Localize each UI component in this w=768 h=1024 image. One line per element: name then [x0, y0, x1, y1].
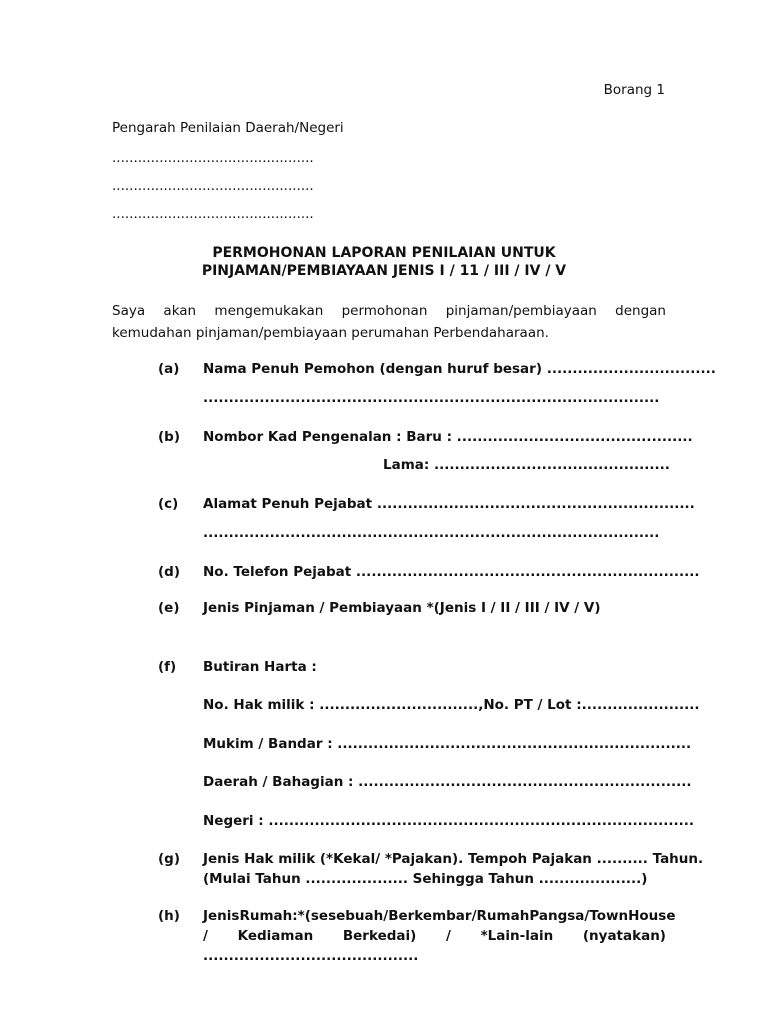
house-type-word: Rumah [476, 908, 530, 924]
house-type-word: Jenis [203, 908, 240, 924]
item-e-label: (e) [158, 600, 180, 616]
recipient-line-1[interactable]: ............................................... [112, 150, 314, 166]
item-b-label: (b) [158, 429, 181, 445]
district-field[interactable]: Daerah / Bahagian : ................................................................. [203, 774, 692, 790]
item-g-label: (g) [158, 851, 181, 867]
house-type-word: Rumah [239, 908, 293, 924]
recipient-line-3[interactable]: ............................................... [112, 206, 314, 222]
item-d-label: (d) [158, 564, 181, 580]
house-type-word: House [628, 908, 676, 924]
recipient-title: Pengarah Penilaian Daerah/Negeri [112, 120, 344, 136]
form-code: Borang 1 [603, 82, 665, 98]
house-type-word: Kediaman [237, 928, 314, 944]
ic-new-field[interactable]: Nombor Kad Pengenalan : Baru : .............................................. [203, 429, 693, 445]
applicant-name-field[interactable]: Nama Penuh Pemohon (dengan huruf besar) ................................. [203, 361, 716, 377]
loan-type-field[interactable]: Jenis Pinjaman / Pembiayaan *(Jenis I / II / III / IV / V) [203, 600, 601, 616]
office-address-field-line-2[interactable]: ......................................................................................... [203, 525, 660, 541]
house-type-word: / [445, 928, 451, 944]
house-type-other-field[interactable]: .......................................... [203, 948, 419, 964]
house-type-word: / [383, 908, 389, 924]
item-a-label: (a) [158, 361, 180, 377]
mukim-field[interactable]: Mukim / Bandar : ..................................................................... [203, 736, 692, 752]
house-type-line-1[interactable] [203, 908, 676, 924]
state-field[interactable]: Negeri : ................................................................................... [203, 813, 695, 829]
house-type-word: *Lain-lain [480, 928, 554, 944]
house-type-word: *(sesebuah [297, 908, 384, 924]
house-type-word: Pangsa [529, 908, 585, 924]
house-type-word: Town [589, 908, 629, 924]
heading-line-1: PERMOHONAN LAPORAN PENILAIAN UNTUK [212, 245, 556, 261]
intro-paragraph: Saya akan mengemukakan permohonan pinjaman/pembiayaan dengan kemudahan pinjaman/pembiayaan perumahan Perbendaharaan. [112, 303, 666, 341]
house-type-word: / [584, 908, 590, 924]
tenure-field[interactable]: Jenis Hak milik (*Kekal/ *Pajakan). Tempoh Pajakan .......... Tahun. [203, 851, 704, 867]
house-type-word: / [471, 908, 477, 924]
item-h-label: (h) [158, 908, 180, 924]
property-details-title: Butiran Harta : [203, 659, 317, 675]
item-c-label: (c) [158, 496, 179, 512]
house-type-word: (nyatakan) [582, 928, 666, 944]
house-type-word: Berkembar [388, 908, 472, 924]
house-type-line-2[interactable] [203, 928, 666, 944]
office-phone-field[interactable]: No. Telefon Pejabat ................................................................... [203, 564, 700, 580]
office-address-field[interactable]: Alamat Penuh Pejabat .............................................................. [203, 496, 695, 512]
house-type-word: Berkedai) [342, 928, 417, 944]
ic-old-field[interactable]: Lama: .............................................. [383, 457, 670, 473]
heading-line-2: PINJAMAN/PEMBIAYAAN JENIS I / 11 / III / IV / V [201, 263, 567, 279]
applicant-name-field-line-2[interactable]: ......................................................................................... [203, 390, 660, 406]
recipient-line-2[interactable]: ............................................... [112, 178, 314, 194]
house-type-word: / [203, 928, 208, 944]
house-type-word: : [292, 908, 298, 924]
item-f-label: (f) [158, 659, 177, 675]
title-no-field[interactable]: No. Hak milik : ...............................,No. PT / Lot :....................... [203, 697, 700, 713]
lease-period-field[interactable]: (Mulai Tahun .................... Sehingga Tahun ....................) [203, 871, 648, 887]
